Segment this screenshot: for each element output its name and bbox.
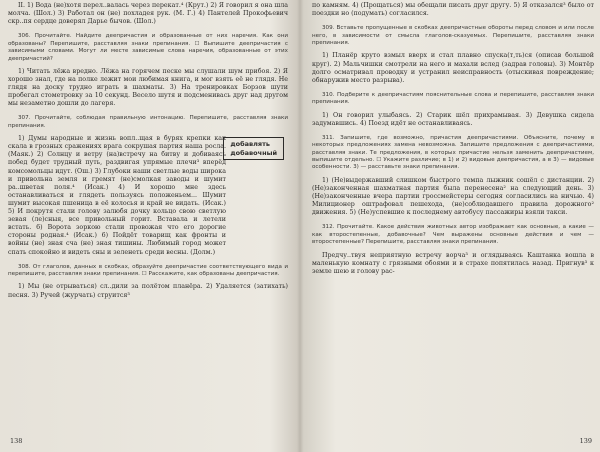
paragraph-continuation: II. 1) Вода (не)хотя перел..валась через перекат.⁴ (Крут.) 2) Я говорил я она шла молча. (Шол.) 3) Работал он (не) похладея рук. (М. Г.) 4) Пантелей Прокофьевич скр..пя сердце доверял Дарье бычов. (Шол.) <box>8 2 288 26</box>
exercise-307-text: 1) Думы народные и жизнь вопл..щая в бурях крепки как скала в грозных сражениях врага сокрушая партия наша росла. (Маяк.) 2) Солнцу и ветру (на)встречу на битву и добиваясь побед будет трудный путь, раздвигая упрямые плечи³ вперёд комсомольцы идут. (Ош.) 3) Глубоки наши светлые воды широка и привольна земля и гремят (не)смолкая заводы и шумит ра..шветая поля.⁴ (Исак.) 4) И хорошо мне здесь останавливаться и глядеть пользуясь положеньем... Шумит шумит высокая пшеница в её колосья и край не видать. (Исак.) 5) И покрутя стали голову залюбя дочку кольцо свою светлую зевая (ле)сныя, все привольный горит. Вставала и летели встать. 6) Ворота зоркою стали провожая что его дорогие стороны родная.⁴ (Исак.) 6) Пойдёт товарищ как фронты и войны (не) зная сча (не) зная тишины. Любимый город может спать спокойно и видеть сны и зеленеть среди весны. (Долм.) <box>8 135 226 256</box>
exercise-308-task: 308. От глаголов, данных в скобках, образуйте деепричастие соответствующего вида и перепишите, расставляя знаки препинания. ☐ Расскажите, как образованы деепричастия. <box>8 263 288 277</box>
exercise-309-text: 1) Планёр круто взмыл вверх и стал плавно спуска(т,ть)ся (описав большой круг). 2) Мальчишки смотрели на него и махали вслед (задрав головы). 3) Монтёр долго осматривал проводку и устранил неисправность (отыскивая повреждение; обнаружив место разрыва). <box>312 52 594 84</box>
exercise-310-task: 310. Подберите к деепричастиям пояснительные слова и перепишите, расставляя знаки препинания. <box>312 91 594 106</box>
page-number-right: 139 <box>579 436 592 445</box>
left-page <box>8 0 288 452</box>
exercise-311-text: 1) (Не)выдержавший слишком быстрого темпа лыжник сошёл с дистанции. 2) (Не)законченная шахматная партия была перенесена² на следующий день. 3) (Не)законченные вчера партии гроссмейстеры сегодня согласились на ничью. 4) Милиционер оштрафовал пешехода, (не)соблюдавшего правила дорожного² движения. 5) (Не)успевшие к последнему автобусу пассажиры взяли такси. <box>312 176 594 217</box>
vocabulary-word-2: добавочный <box>230 148 277 157</box>
exercise-307-task: 307. Прочитайте, соблюдая правильную интонацию. Перепишите, расставляя знаки препинания. <box>8 115 288 129</box>
exercise-308-text: 1) Мы (не отрываться) сл..дили за полётом планёра. 2) Удаляется (затихать) песня. 3) Ручей (журчать) струится³ <box>8 283 288 299</box>
right-page <box>312 0 594 452</box>
exercise-309-task: 309. Вставьте пропущенные в скобках деепричастные обороты перед словом и или после него, в зависимости от смысла глаголов-сказуемых. Перепишите, расставляя знаки препинания. <box>312 25 594 46</box>
exercise-307-block <box>8 135 288 256</box>
exercise-312-text: Предчу..твуя неприятную встречу ворча³ и оглядываясь Каштанка вошла в маленькую комнату с грязными обоями и в страхе попятилась назад. Пригнув³ к земле шею и голову рас- <box>312 251 594 275</box>
exercise-306-task: 306. Прочитайте. Найдите деепричастия и образованные от них наречия. Как они образованы? Перепишите, расставляя знаки препинания. ☐ Выпишите деепричастия с зависимыми словами. Могут ли месте зависимые слова наречия, образованные от этих деепричастий? <box>8 33 288 62</box>
exercise-306-text: 1) Читать лёжа вредно. Лёжа на горячем песке мы слушали шум прибоя. 2) Я хорошо знал, где на полке лежит мои любимая книга, и мог взять её не глядя. Не глядя на доску трудно играть в шахматы. 3) На тренировках Борзов шути пробегал стометровку за 10 секунд. Весело шутя и подсменивась друг над другом мы незаметно дошли до лагеря. <box>8 67 288 108</box>
exercise-311-task: 311. Запишите, где возможно, причастия деепричастиями. Объясните, почему в некоторых предложениях замена невозможна. Запишите предложения с деепричастиями, расставляя знаки. Те предложения, в которых причастие нельзя заменить деепричастием, выпишите отдельно. ☐ Укажите различие; в 1) и 2) видовые деепричастия, а в 3) — видовые особенности. 3) — расставьте знаки препинания. <box>312 134 594 171</box>
paragraph-continuation-right: по камням. 4) (Прощаться) мы обещали писать друг другу. 5) Я отказался³ было от поездки но (подумать) согласился. <box>312 2 594 18</box>
vocabulary-box <box>223 137 284 160</box>
exercise-312-task: 312. Прочитайте. Какое действия животных автор изображает как основные, а какие — как второстепенные, добавочные? Чем выражены основные действия и чем — второстепенные? Перепишите, расставляя знаки препинания. <box>312 224 594 246</box>
exercise-310-text: 1) Он говорил улыбаясь. 2) Старик шёл прихрамывая. 3) Девушка сидела задумавшись. 4) Поезд идёт не останавливаясь. <box>312 111 594 127</box>
vocabulary-word-1: добавлять <box>230 140 270 149</box>
page-number-left: 138 <box>10 436 23 445</box>
